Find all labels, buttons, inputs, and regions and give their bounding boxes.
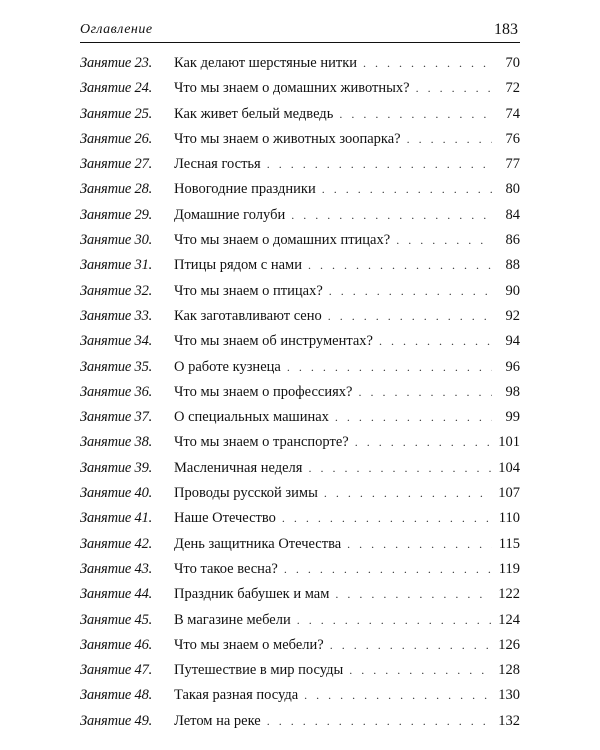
toc-entry[interactable] [80, 152, 520, 177]
toc-lesson-number: Занятие 29. [80, 206, 153, 223]
toc-dot-leader [322, 177, 492, 202]
toc-entry-title: О специальных машинах [174, 409, 329, 426]
toc-entry-title: Праздник бабушек и мам [174, 586, 330, 603]
toc-lesson-number: Занятие 42. [80, 535, 153, 552]
toc-dot-leader [347, 532, 492, 557]
toc-entry-title: Новогодние праздники [174, 181, 316, 198]
toc-entry[interactable] [80, 456, 520, 481]
toc-dot-leader [267, 152, 492, 177]
toc-entry[interactable] [80, 557, 520, 582]
toc-dot-leader [284, 557, 492, 582]
toc-dot-leader [330, 633, 492, 658]
toc-entry-title: Проводы русской зимы [174, 485, 318, 502]
toc-entry[interactable] [80, 633, 520, 658]
toc-page-number: 132 [498, 712, 520, 729]
toc-lesson-number: Занятие 34. [80, 333, 153, 350]
toc-entry-title: Масленичная неделя [174, 459, 303, 476]
toc-page-number: 98 [505, 383, 520, 400]
toc-lesson-number: Занятие 39. [80, 459, 153, 476]
toc-dot-leader [267, 709, 492, 734]
toc-lesson-number: Занятие 30. [80, 232, 153, 249]
toc-entry[interactable] [80, 203, 520, 228]
table-of-contents [80, 51, 520, 734]
toc-lesson-number: Занятие 26. [80, 130, 153, 147]
toc-entry-title: Лесная гостья [174, 156, 261, 173]
toc-page-number: 115 [498, 535, 520, 552]
toc-lesson-number: Занятие 43. [80, 560, 153, 577]
toc-entry-title: Летом на реке [174, 712, 261, 729]
toc-entry-title: Наше Отечество [174, 510, 276, 527]
toc-page-number: 110 [498, 510, 520, 527]
toc-dot-leader [339, 102, 492, 127]
toc-entry[interactable] [80, 355, 520, 380]
toc-lesson-number: Занятие 31. [80, 257, 153, 274]
toc-entry-title: Что мы знаем о птицах? [174, 282, 323, 299]
toc-dot-leader [416, 76, 492, 101]
toc-entry-title: Что мы знаем об инструментах? [174, 333, 373, 350]
toc-dot-leader [349, 658, 492, 683]
toc-dot-leader [355, 430, 492, 455]
toc-dot-leader [291, 203, 492, 228]
toc-entry-title: Что мы знаем о домашних птицах? [174, 232, 391, 249]
toc-entry[interactable] [80, 608, 520, 633]
toc-lesson-number: Занятие 25. [80, 105, 153, 122]
toc-entry-title: Путешествие в мир посуды [174, 662, 344, 679]
toc-dot-leader [328, 304, 492, 329]
toc-entry[interactable] [80, 329, 520, 354]
toc-dot-leader [308, 253, 492, 278]
toc-page-number: 84 [505, 206, 520, 223]
toc-page-number: 77 [505, 156, 520, 173]
page-title: Оглавление [80, 22, 153, 37]
toc-page-number: 104 [498, 459, 520, 476]
toc-entry[interactable] [80, 532, 520, 557]
toc-page-number: 107 [498, 485, 520, 502]
toc-page-number: 94 [505, 333, 520, 350]
toc-dot-leader [282, 506, 492, 531]
toc-entry-title: Как живет белый медведь [174, 105, 334, 122]
toc-lesson-number: Занятие 27. [80, 156, 153, 173]
toc-dot-leader [335, 405, 492, 430]
toc-lesson-number: Занятие 47. [80, 662, 153, 679]
toc-dot-leader [304, 683, 492, 708]
toc-lesson-number: Занятие 32. [80, 282, 153, 299]
toc-page-number: 99 [505, 409, 520, 426]
toc-entry[interactable] [80, 76, 520, 101]
toc-dot-leader [358, 380, 492, 405]
toc-lesson-number: Занятие 40. [80, 485, 153, 502]
toc-dot-leader [407, 127, 492, 152]
toc-entry[interactable] [80, 709, 520, 734]
toc-entry-title: Как заготавливают сено [174, 307, 322, 324]
toc-lesson-number: Занятие 41. [80, 510, 153, 527]
toc-entry[interactable] [80, 279, 520, 304]
toc-lesson-number: Занятие 28. [80, 181, 153, 198]
toc-page-number: 96 [505, 358, 520, 375]
toc-lesson-number: Занятие 23. [80, 55, 153, 71]
toc-entry-title: Что мы знаем о животных зоопарка? [174, 130, 401, 147]
toc-lesson-number: Занятие 37. [80, 409, 153, 426]
toc-entry-title: Что мы знаем о профессиях? [174, 383, 353, 400]
toc-entry-title: День защитника Отечества [174, 535, 342, 552]
toc-entry[interactable] [80, 228, 520, 253]
toc-entry-title: Такая разная посуда [174, 687, 299, 704]
toc-entry[interactable] [80, 506, 520, 531]
toc-lesson-number: Занятие 36. [80, 383, 153, 400]
toc-dot-leader [308, 456, 492, 481]
toc-entry-title: Домашние голуби [174, 206, 286, 223]
toc-entry[interactable] [80, 304, 520, 329]
toc-entry-title: Что мы знаем о мебели? [174, 636, 324, 653]
toc-page-number: 130 [498, 687, 520, 704]
toc-lesson-number: Занятие 44. [80, 586, 153, 603]
toc-entry-title: Птицы рядом с нами [174, 257, 302, 274]
toc-entry[interactable] [80, 51, 520, 76]
toc-entry[interactable] [80, 253, 520, 278]
toc-page-number: 76 [505, 130, 520, 147]
toc-lesson-number: Занятие 35. [80, 358, 153, 375]
toc-page-number: 86 [505, 232, 520, 249]
toc-page-number: 101 [498, 434, 520, 451]
toc-entry[interactable] [80, 683, 520, 708]
toc-entry[interactable] [80, 658, 520, 683]
toc-page-number: 92 [505, 307, 520, 324]
toc-page-number: 90 [505, 282, 520, 299]
toc-entry[interactable] [80, 481, 520, 506]
toc-lesson-number: Занятие 33. [80, 307, 153, 324]
toc-entry-title: Как делают шерстяные нитки [174, 55, 357, 71]
toc-entry-title: О работе кузнеца [174, 358, 281, 375]
toc-dot-leader [379, 329, 492, 354]
toc-entry-title: Что мы знаем о домашних животных? [174, 80, 410, 97]
toc-entry-title: Что такое весна? [174, 560, 278, 577]
toc-page-number: 88 [505, 257, 520, 274]
toc-dot-leader [287, 355, 492, 380]
toc-dot-leader [324, 481, 492, 506]
toc-entry[interactable] [80, 102, 520, 127]
page-header [80, 18, 520, 43]
toc-entry[interactable] [80, 380, 520, 405]
toc-lesson-number: Занятие 45. [80, 611, 153, 628]
toc-page-number: 124 [498, 611, 520, 628]
toc-lesson-number: Занятие 24. [80, 80, 153, 97]
toc-page-number: 128 [498, 662, 520, 679]
toc-page-number: 122 [498, 586, 520, 603]
toc-page-number: 119 [498, 560, 520, 577]
toc-dot-leader [335, 582, 492, 607]
toc-page-number: 72 [505, 80, 520, 97]
toc-lesson-number: Занятие 46. [80, 636, 153, 653]
toc-entry-title: В магазине мебели [174, 611, 291, 628]
toc-lesson-number: Занятие 38. [80, 434, 153, 451]
toc-entry[interactable] [80, 177, 520, 202]
toc-dot-leader [363, 51, 492, 76]
toc-entry-title: Что мы знаем о транспорте? [174, 434, 349, 451]
toc-page-number: 126 [498, 636, 520, 653]
toc-dot-leader [396, 228, 492, 253]
page-number: 183 [494, 21, 518, 38]
toc-entry[interactable] [80, 430, 520, 455]
toc-entry[interactable] [80, 127, 520, 152]
toc-dot-leader [297, 608, 492, 633]
toc-lesson-number: Занятие 49. [80, 712, 153, 729]
toc-entry[interactable] [80, 582, 520, 607]
toc-page-number: 70 [505, 55, 520, 71]
toc-lesson-number: Занятие 48. [80, 687, 153, 704]
toc-page-number: 74 [505, 105, 520, 122]
toc-entry[interactable] [80, 405, 520, 430]
toc-dot-leader [329, 279, 492, 304]
toc-page-number: 80 [505, 181, 520, 198]
